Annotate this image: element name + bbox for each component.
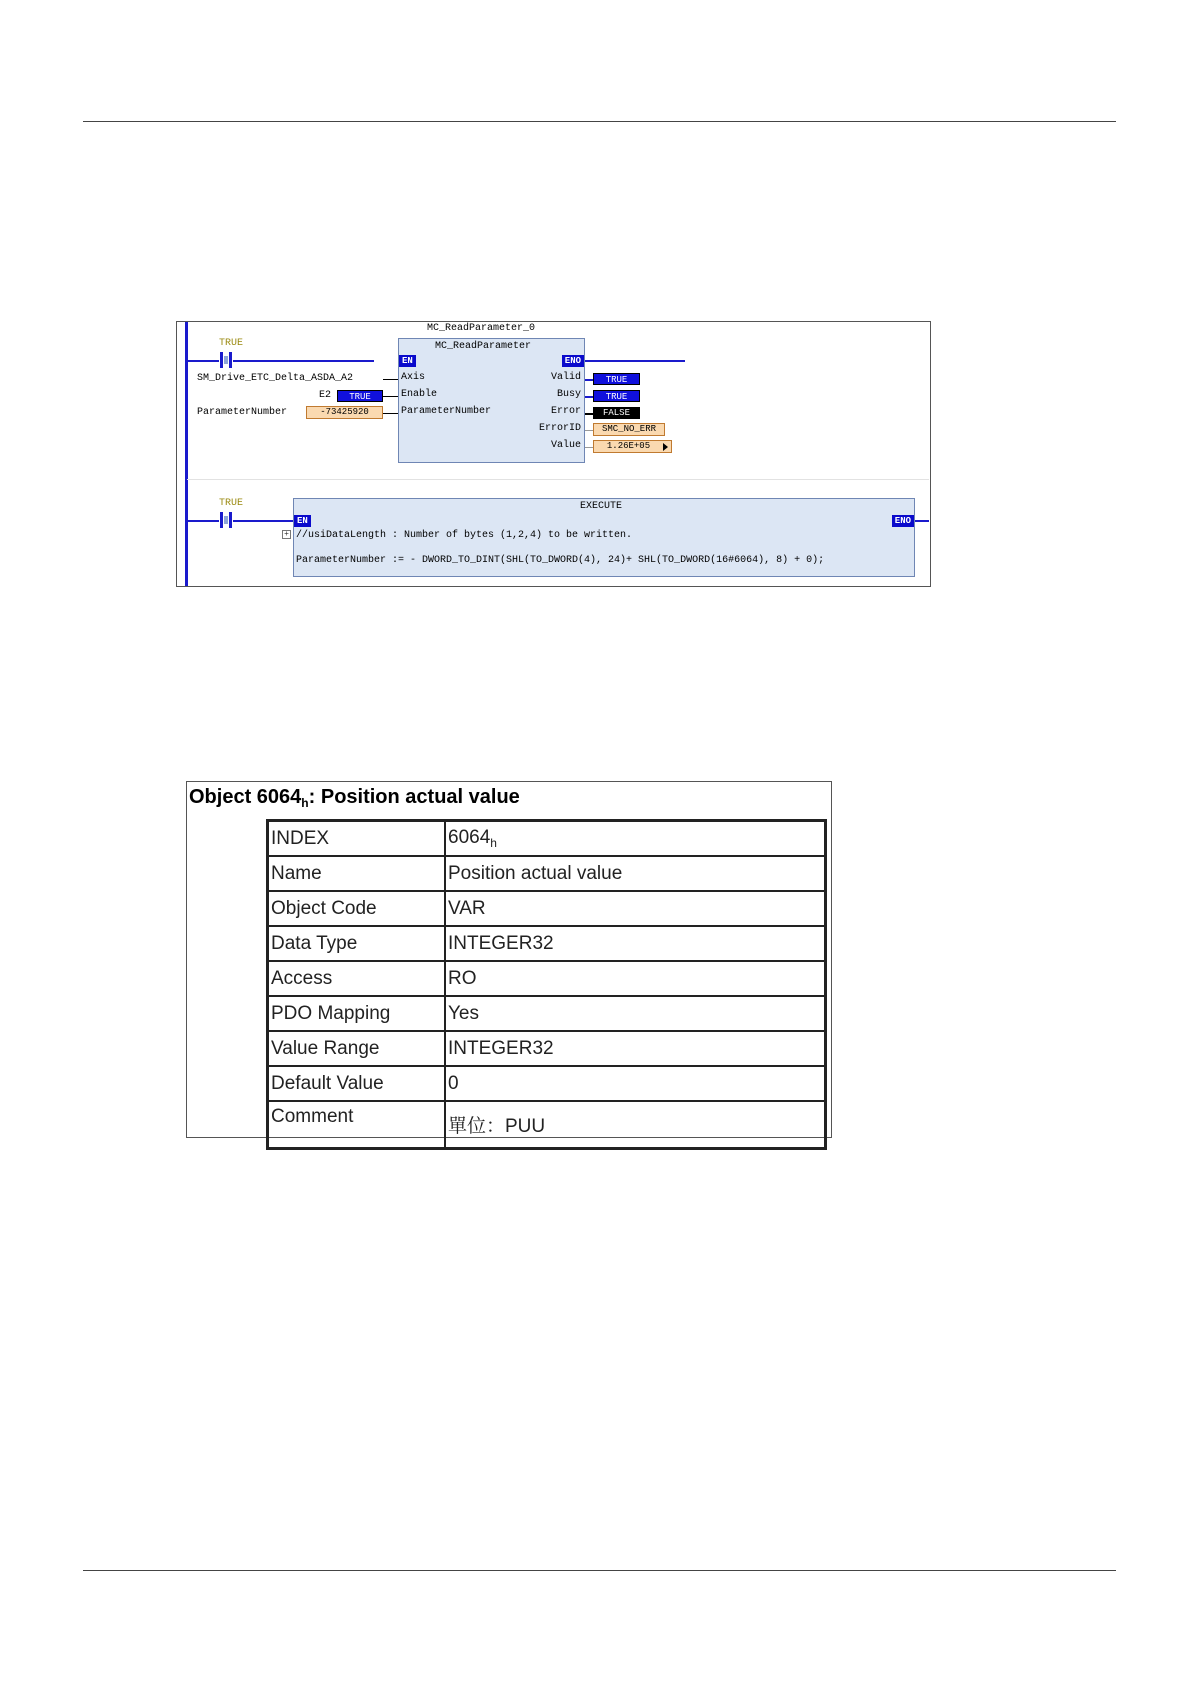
table-row: Default Value 0	[268, 1066, 826, 1101]
output-error: Error	[550, 406, 581, 417]
output-busy: Busy	[556, 389, 581, 400]
ladder-diagram	[176, 321, 931, 587]
execute-title: EXECUTE	[580, 501, 623, 512]
contact-2[interactable]	[219, 512, 233, 528]
enable-connector	[383, 396, 398, 397]
object-dictionary-figure	[186, 781, 832, 1138]
parameter-variable[interactable]: ParameterNumber	[197, 407, 288, 418]
errorid-connector	[585, 430, 593, 431]
rung-1-wire-b	[233, 360, 374, 362]
expand-arrow-icon[interactable]	[663, 443, 668, 451]
object-title: Object $6064_h$: Position actual value	[189, 786, 520, 810]
output-value: Value	[550, 440, 581, 451]
error-value: FALSE	[593, 407, 640, 419]
function-block-mc-readparameter[interactable]	[398, 338, 585, 463]
output-valid: Valid	[550, 372, 581, 383]
execute-block[interactable]	[293, 498, 915, 577]
table-row: PDO Mapping Yes	[268, 996, 826, 1031]
errorid-value: SMC_NO_ERR	[593, 423, 665, 436]
rung-2-output-wire	[915, 520, 929, 522]
valid-connector	[585, 379, 593, 381]
execute-eno-pin: ENO	[892, 515, 914, 527]
rung-separator	[187, 479, 929, 480]
enable-variable[interactable]: E2	[319, 390, 332, 401]
value-value: 1.26E+05	[593, 440, 672, 453]
input-axis: Axis	[401, 372, 426, 383]
block-type-label: MC_ReadParameter	[435, 341, 532, 352]
contact-label-1: TRUE	[219, 338, 244, 349]
output-error-id: ErrorID	[538, 423, 581, 434]
busy-connector	[585, 396, 593, 398]
expand-plus-icon[interactable]: +	[282, 530, 291, 539]
enable-value: TRUE	[337, 390, 383, 402]
execute-code: ParameterNumber := - DWORD_TO_DINT(SHL(TO_DWORD(4), 24)+ SHL(TO_DWORD(16#6064), 8) + 0);	[296, 555, 825, 566]
parameter-connector	[383, 413, 398, 414]
busy-value: TRUE	[593, 390, 640, 402]
block-instance-name: MC_ReadParameter_0	[427, 323, 536, 334]
value-connector	[585, 447, 593, 448]
valid-value: TRUE	[593, 373, 640, 385]
table-row: Comment 單位：PUU	[268, 1101, 826, 1149]
table-row: INDEX $6064_h$	[268, 821, 826, 857]
en-pin: EN	[399, 355, 416, 367]
rung-2-wire-b	[233, 520, 293, 522]
contact-1[interactable]	[219, 352, 233, 368]
rung-2-wire	[188, 520, 219, 522]
parameter-value: -73425920	[306, 406, 383, 419]
header-rule	[83, 121, 1116, 122]
footer-rule	[83, 1570, 1116, 1571]
axis-variable[interactable]: SM_Drive_ETC_Delta_ASDA_A2	[197, 373, 354, 384]
contact-label-2: TRUE	[219, 498, 244, 509]
eno-pin: ENO	[562, 355, 584, 367]
table-row: Name Position actual value	[268, 856, 826, 891]
table-row: Access RO	[268, 961, 826, 996]
rung-1-wire	[188, 360, 219, 362]
execute-comment: //usiDataLength : Number of bytes (1,2,4) to be written.	[296, 530, 633, 541]
eno-output-wire	[585, 360, 685, 362]
table-row: Value Range INTEGER32	[268, 1031, 826, 1066]
execute-en-pin: EN	[294, 515, 311, 527]
input-parameter-number: ParameterNumber	[401, 406, 492, 417]
table-row: Object Code VAR	[268, 891, 826, 926]
input-enable: Enable	[401, 389, 438, 400]
object-table	[266, 819, 827, 1150]
axis-connector	[383, 379, 398, 380]
error-connector	[585, 413, 593, 415]
table-row: Data Type INTEGER32	[268, 926, 826, 961]
